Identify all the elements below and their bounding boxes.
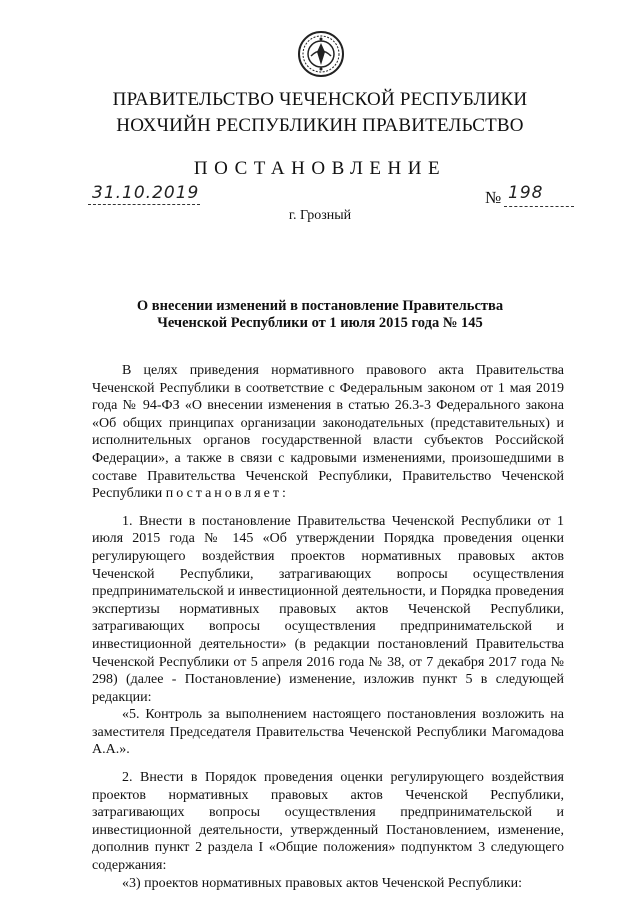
government-name-russian: ПРАВИТЕЛЬСТВО ЧЕЧЕНСКОЙ РЕСПУБЛИКИ: [112, 89, 528, 110]
preamble-text: В целях приведения нормативного правового акта Правительства Чеченской Республики в соответствие с Федеральным законом от 1 мая 2019 года № 94-ФЗ «О внесении изменения в статью 26.3-3 Федерального закона «Об общих принципах организации законодательных (представительных) и исполнительных органов государственной власти субъектов Российской Федерации», а также в связи с кадровыми изменениями, произошедшими в составе Правительства Чеченской Республики, Правительство Чеченской Республики: [92, 363, 564, 502]
city: г. Грозный: [288, 208, 352, 223]
date-underline: [88, 204, 200, 205]
number-label: №: [485, 188, 502, 207]
paragraph-item-2-quote: «3) проектов нормативных правовых актов Чеченской Республики:: [122, 875, 522, 891]
document-body: [92, 362, 564, 892]
title-line-1: О внесении изменений в постановление Правительства: [136, 298, 504, 314]
document-type: ПОСТАНОВЛЕНИЕ: [193, 158, 447, 179]
paragraph-item-1: 1. Внести в постановление Правительства Чеченской Республики от 1 июля 2015 года № 145 «Об утверждении Порядка проведения оценки регулирующего воздействия проектов нормативных правовых актов Чеченской Республики, затрагивающих вопросы осуществления предпринимательской и инвестиционной деятельности, и Порядка проведения экспертизы нормативных правовых актов Чеченской Республики, затрагивающих вопросы осуществления предпринимательской и инвестиционной деятельности» (в редакции постановлений Правительства Чеченской Республики от 5 апреля 2016 года № 38, от 7 декабря 2017 года № 298) (далее - Постановление) изменение, изложив пункт 5 в следующей редакции:: [92, 513, 564, 705]
government-name-chechen: НОХЧИЙН РЕСПУБЛИКИН ПРАВИТЕЛЬСТВО: [116, 115, 524, 136]
document-number: 198: [508, 183, 544, 203]
document-date: 31.10.2019: [92, 183, 200, 203]
paragraph-preamble: [92, 362, 564, 503]
number-underline: [504, 206, 574, 207]
document-title: [120, 298, 520, 332]
title-line-2: Чеченской Республики от 1 июля 2015 года № 145: [157, 315, 483, 331]
resolves-word: постановляет:: [165, 486, 289, 502]
paragraph-item-2: 2. Внести в Порядок проведения оценки регулирующего воздействия проектов нормативных правовых актов Чеченской Республики, затрагивающих вопросы осуществления предпринимательской и инвестиционной деятельности, утвержденный Постановлением, изменение, дополнив пункт 2 раздела I «Общие положения» подпунктом 3 следующего содержания:: [92, 770, 564, 874]
paragraph-item-1-quote: «5. Контроль за выполнением настоящего постановления возложить на заместителя Председателя Правительства Чеченской Республики Магомадова А.А.».: [92, 707, 564, 758]
coat-of-arms-emblem: [297, 30, 345, 78]
